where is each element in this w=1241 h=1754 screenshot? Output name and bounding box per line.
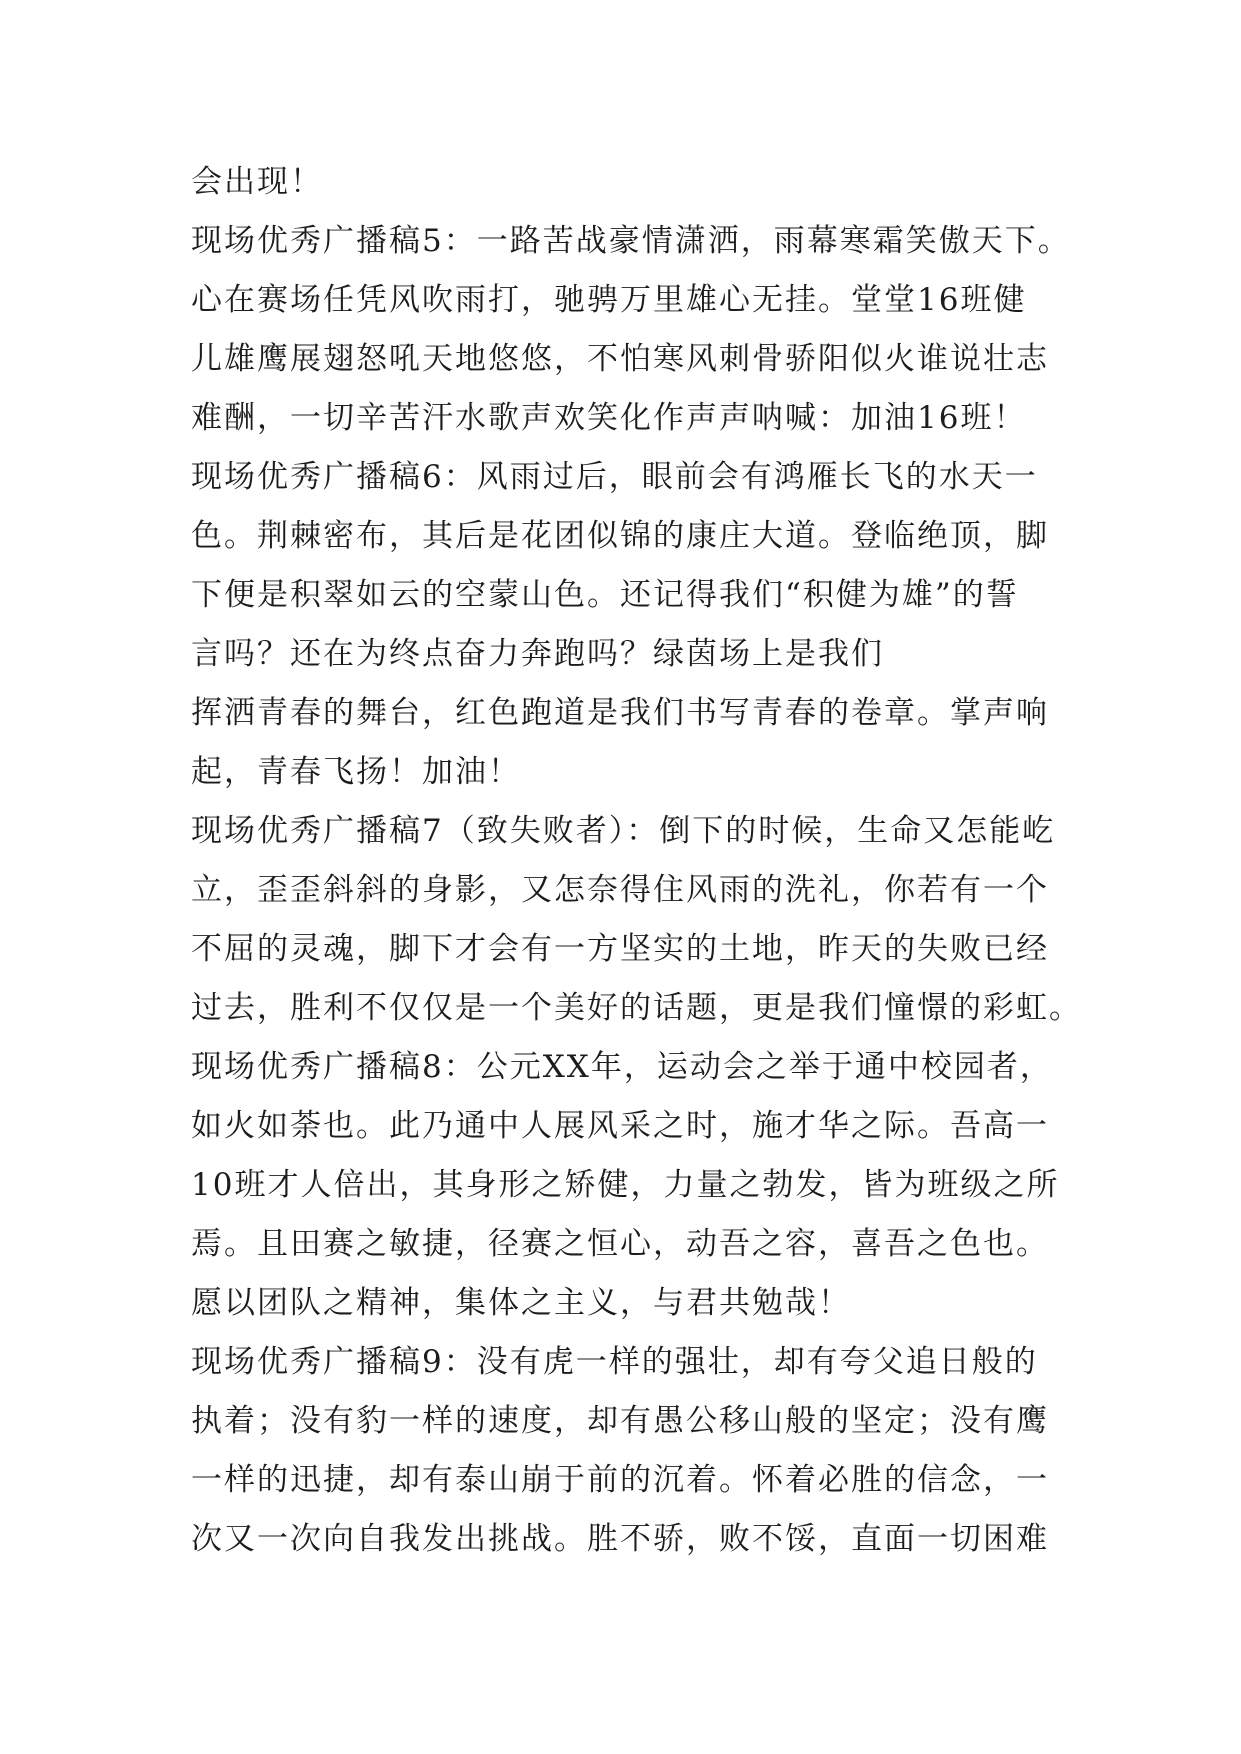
text-line: 起，青春飞扬！加油！ (191, 754, 521, 790)
document-body (191, 153, 1091, 1569)
text-line: 心在赛场任凭风吹雨打，驰骋万里雄心无挂。堂堂16班健 (191, 282, 1027, 318)
text-line: 执着；没有豹一样的速度，却有愚公移山般的坚定；没有鹰 (191, 1403, 1049, 1439)
text-line: 如火如荼也。此乃通中人展风采之时，施才华之际。吾高一 (191, 1108, 1049, 1144)
text-line: 挥洒青春的舞台，红色跑道是我们书写青春的卷章。掌声响 (191, 695, 1049, 731)
text-line: 儿雄鹰展翅怒吼天地悠悠，不怕寒风刺骨骄阳似火谁说壮志 (191, 341, 1049, 377)
text-line: 下便是积翠如云的空蒙山色。还记得我们“积健为雄”的誓 (191, 577, 1019, 613)
text-line: 言吗？还在为终点奋力奔跑吗？绿茵场上是我们 (191, 636, 884, 672)
text-line: 次又一次向自我发出挑战。胜不骄，败不馁，直面一切困难 (191, 1521, 1049, 1557)
text-line: 现场优秀广播稿5：一路苦战豪情潇洒，雨幕寒霜笑傲天下。 (191, 223, 1071, 259)
text-line: 过去，胜利不仅仅是一个美好的话题，更是我们憧憬的彩虹。 (191, 990, 1082, 1026)
text-line: 现场优秀广播稿8：公元XX年，运动会之举于通中校园者， (191, 1049, 1053, 1085)
text-line: 色。荆棘密布，其后是花团似锦的康庄大道。登临绝顶，脚 (191, 518, 1049, 554)
text-line: 焉。且田赛之敏捷，径赛之恒心，动吾之容，喜吾之色也。 (191, 1226, 1049, 1262)
text-line: 现场优秀广播稿6：风雨过后，眼前会有鸿雁长飞的水天一 (191, 459, 1038, 495)
text-line: 愿以团队之精神，集体之主义，与君共勉哉！ (191, 1285, 851, 1321)
text-line: 立，歪歪斜斜的身影，又怎奈得住风雨的洗礼，你若有一个 (191, 872, 1049, 908)
text-line: 难酬，一切辛苦汗水歌声欢笑化作声声呐喊：加油16班！ (191, 400, 1027, 436)
text-line: 不屈的灵魂，脚下才会有一方坚实的土地，昨天的失败已经 (191, 931, 1049, 967)
text-line: 现场优秀广播稿9：没有虎一样的强壮，却有夸父追日般的 (191, 1344, 1038, 1380)
text-line: 现场优秀广播稿7（致失败者）：倒下的时候，生命又怎能屹 (191, 813, 1056, 849)
text-line: 10班才人倍出，其身形之矫健，力量之勃发，皆为班级之所 (191, 1167, 1060, 1203)
text-line: 会出现！ (191, 164, 323, 200)
text-line: 一样的迅捷，却有泰山崩于前的沉着。怀着必胜的信念，一 (191, 1462, 1049, 1498)
